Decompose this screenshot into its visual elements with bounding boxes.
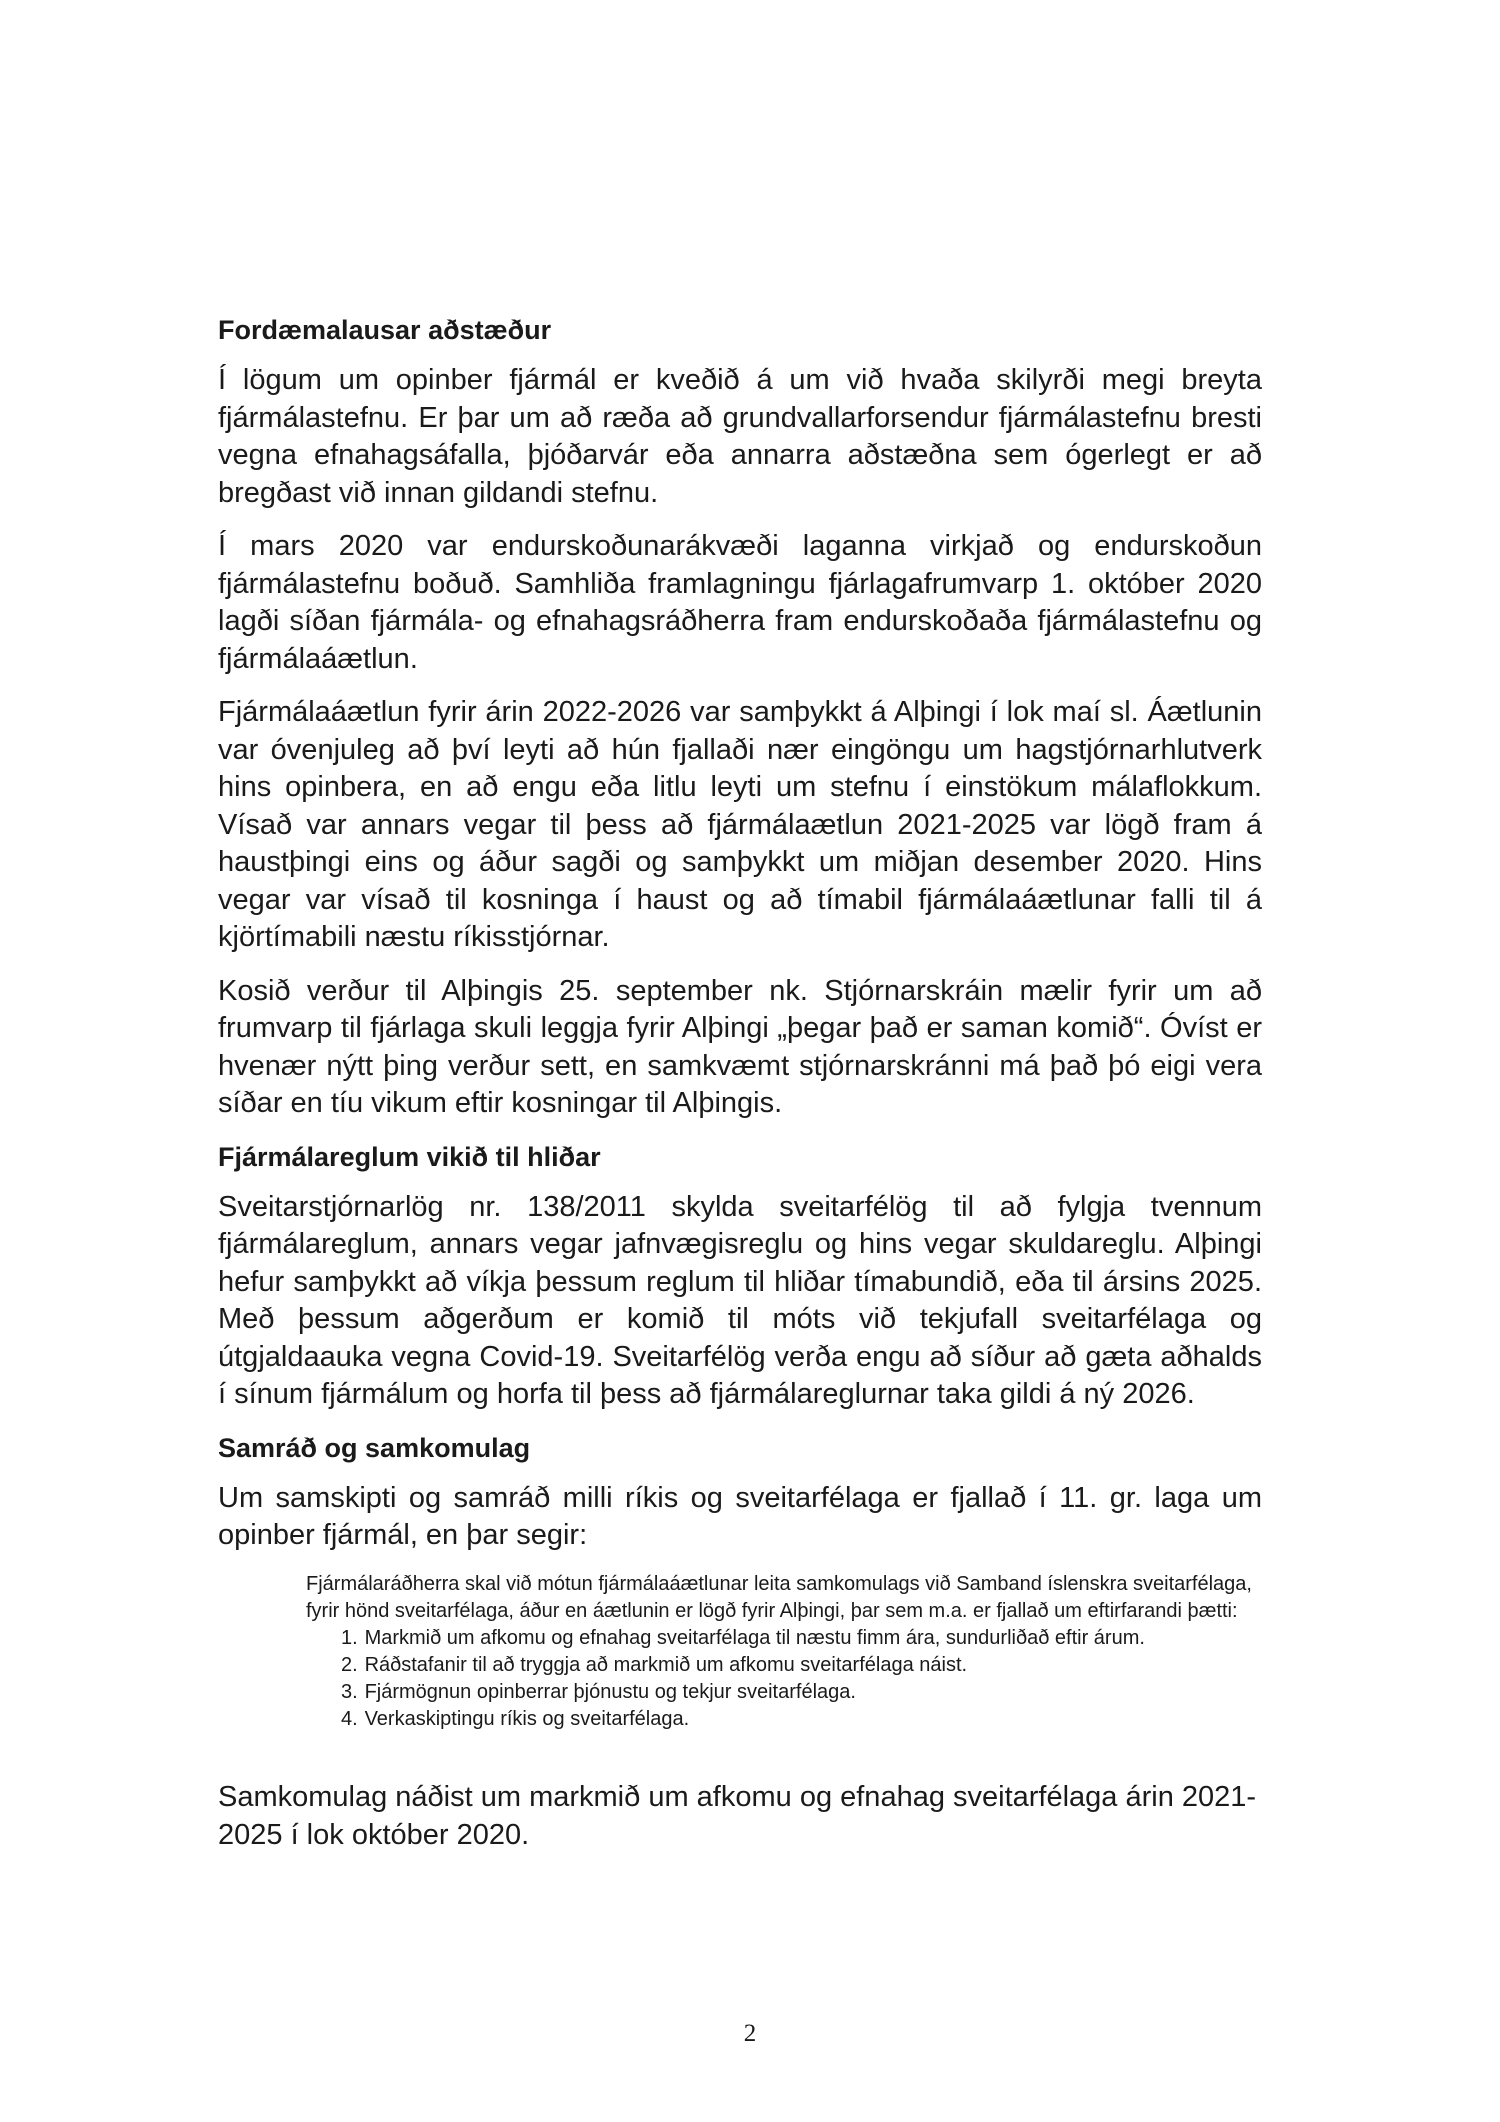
list-item-number: 3. [341,1680,358,1703]
closing-paragraph: Samkomulag náðist um markmið um afkomu og efnahag sveitarfélaga árin 2021-2025 í lok október 2020. [218,1780,1257,1851]
quote-intro: Fjármálaráðherra skal við mótun fjármálaáætlunar leita samkomulags við Samband íslenskra sveitarfélaga, fyrir hönd sveitarfélaga, áður en áætlunin er lögð fyrir Alþingi, þar sem m.a. er fjallað um eftirfarandi þætti: [306,1572,1252,1622]
section-heading-fordaemalausar: Fordæmalausar aðstæður [218,315,552,345]
list-item-number: 2. [341,1653,358,1676]
list-item [341,1652,1266,1679]
list-item [341,1706,1266,1733]
list-item-text: Fjármögnun opinberrar þjónustu og tekjur sveitarfélaga. [364,1680,856,1703]
list-item-text: Verkaskiptingu ríkis og sveitarfélaga. [364,1707,690,1730]
list-item-number: 1. [341,1626,358,1649]
paragraph: Í lögum um opinber fjármál er kveðið á um við hvaða skilyrði megi breyta fjármálastefnu. Er þar um að ræða að grundvallarforsendur fjármálastefnu bresti vegna efnahagsáfalla, þjóðarvár eða annarra aðstæðna sem ógerlegt er að bregðast við innan gildandi stefnu. [218,364,1262,509]
list-item-text: Markmið um afkomu og efnahag sveitarfélaga til næstu fimm ára, sundurliðað eftir árum. [364,1626,1145,1649]
paragraph: Um samskipti og samráð milli ríkis og sveitarfélaga er fjallað í 11. gr. laga um opinber fjármál, en þar segir: [218,1481,1262,1551]
paragraph: Sveitarstjórnarlög nr. 138/2011 skylda sveitarfélög til að fylgja tvennum fjármálareglum, annars vegar jafnvægisreglu og hins vegar skuldareglu. Alþingi hefur samþykkt að víkja þessum reglum til hliðar tímabundið, eða til ársins 2025. Með þessum aðgerðum er komið til móts við tekjufall sveitarfélaga og útgjaldaauka vegna Covid-19. Sveitarfélög verða engu að síður að gæta aðhalds í sínum fjármálum og horfa til þess að fjármálareglurnar taka gildi á ný 2026. [218,1190,1262,1410]
list-item [341,1679,1266,1706]
legal-quote [306,1571,1266,1733]
list-item [341,1625,1266,1652]
list-item-text: Ráðstafanir til að tryggja að markmið um afkomu sveitarfélaga náist. [364,1653,968,1676]
paragraph: Í mars 2020 var endurskoðunarákvæði laganna virkjað og endurskoðun fjármálastefnu boðuð. Samhliða framlagningu fjárlagafrumvarp 1. október 2020 lagði síðan fjármála- og efnahagsráðherra fram endurskoðaða fjármálastefnu og fjármálaáætlun. [218,530,1262,675]
page-number: 2 [743,2020,757,2047]
section-heading-samrad: Samráð og samkomulag [218,1432,531,1463]
document-body [218,312,1262,1883]
paragraph: Kosið verður til Alþingis 25. september nk. Stjórnarskráin mælir fyrir um að frumvarp til fjárlaga skuli leggja fyrir Alþingi „þegar það er saman komið“. Óvíst er hvenær nýtt þing verður sett, en samkvæmt stjórnarskránni má það þó eigi vera síðar en tíu vikum eftir kosningar til Alþingis. [218,974,1262,1119]
section-heading-fjarmalareglum: Fjármálareglum vikið til hliðar [218,1141,601,1172]
list-item-number: 4. [341,1707,358,1730]
quote-list [306,1625,1266,1733]
paragraph: Fjármálaáætlun fyrir árin 2022-2026 var samþykkt á Alþingi í lok maí sl. Áætlunin var óvenjuleg að því leyti að hún fjallaði nær eingöngu um hagstjórnarhlutverk hins opinbera, en að engu eða litlu leyti um stefnu í einstökum málaflokkum. Vísað var annars vegar til þess að fjármálaætlun 2021-2025 var lögð fram á haustþingi eins og áður sagði og samþykkt um miðjan desember 2020. Hins vegar var vísað til kosninga í haust og að tímabil fjármálaáætlunar falli til á kjörtímabili næstu ríkisstjórnar. [218,696,1262,953]
